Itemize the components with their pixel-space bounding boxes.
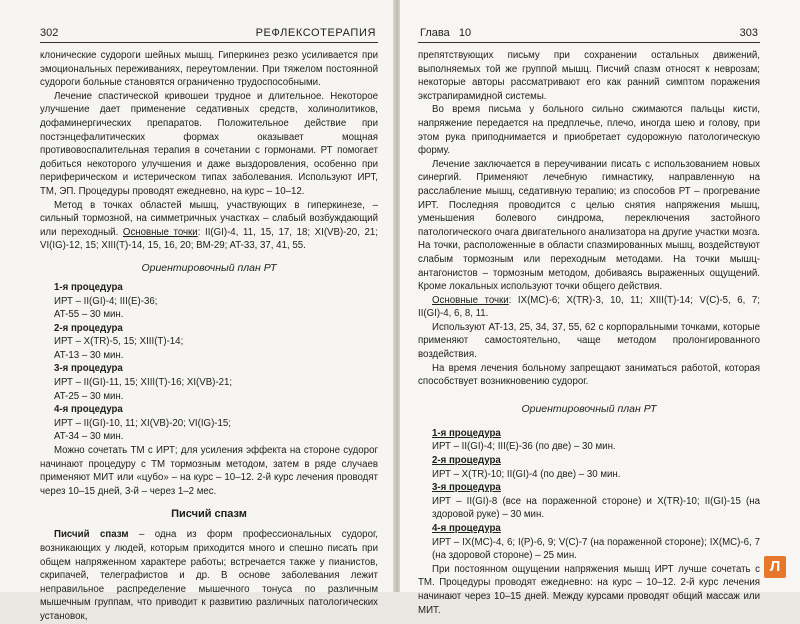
plan-heading: Ориентировочный план РТ — [141, 261, 277, 274]
text-run: : II(GI)-4, 11, 15, 17, 18; XI(VB)-20, 21; VI(IG)-12, 15; XIII(T)-14, 15, 16, 20; BM-29; AT-33, 37, 41, 55. — [40, 226, 378, 252]
procedure-title: 1-я процедура — [54, 281, 123, 293]
procedure-line: ИРТ – X(TR)-10; II(GI)-4 (по две) – 30 мин. — [432, 468, 621, 480]
paragraph: клонические судороги шейных мышц. Гиперкинез резко усиливается при эмоциональных переживаниях, переутомлении. При тяжелом постоянной судороги больные становятся ограниченно трудоспособными. — [40, 50, 378, 89]
plan-heading: Ориентировочный план РТ — [521, 402, 657, 415]
paragraph — [418, 294, 760, 321]
procedure-title: 2-я процедура — [432, 455, 501, 467]
paragraph: Можно сочетать ТМ с ИРТ; для усиления эффекта на стороне судорог начинают процедуру с ТМ тормозным методом, затем в ряде случаев применяют МИТ или «цубо» – на курс – 10–12. 2-й курс лечения проводят через 10–15 дней, 3-й – через 1–2 мес. — [40, 445, 378, 497]
main-points-label: Основные точки — [122, 226, 198, 238]
paragraph: При постоянном ощущении напряжения мышц ИРТ лучше сочетать с ТМ. Процедуры проводят ежедневно: на курс – 10–12. 2-й курс лечения начинают через 10–15 дней. Между курсами проводят общий массаж или МИТ. — [418, 563, 760, 616]
paragraph: Во время письма у больного сильно сжимаются пальцы кисти, напряжение передается на предплечье, плечо, иногда шею и голову, при этом рука приподнимается и приобретает судорожную патологическую форму. — [418, 104, 760, 157]
main-points-label: Основные точки — [432, 294, 509, 306]
chapter-label — [420, 27, 471, 39]
procedure-line: ИРТ – II(GI)-10, 11; XI(VB)-20; VI(IG)-15; — [54, 417, 231, 429]
page-number: 302 — [40, 27, 59, 39]
paragraph — [40, 528, 378, 623]
procedure-title: 3-я процедура — [432, 482, 501, 494]
procedure-line: ИРТ – II(GI)-4; III(E)-36; — [54, 295, 158, 307]
procedure-title: 2-я процедура — [54, 322, 123, 334]
paragraph — [40, 199, 378, 253]
chapter-number: 10 — [458, 27, 472, 39]
publisher-logo: Л — [764, 556, 786, 578]
term-bold: Писчий спазм — [54, 529, 129, 541]
procedure-line: ИРТ – X(TR)-5, 15; XIII(T)-14; — [54, 336, 184, 348]
text-run: Метод в точках областей мышц, участвующих в гиперкинезе, – сильный тормозной, на симметричных участках – слабый возбуждающий или переходный. — [40, 199, 378, 238]
procedure-line: ИРТ – IX(MC)-4, 6; I(P)-6, 9; V(C)-7 (на пораженной стороне); IX(MC)-6, 7 (на здоровой стороне) – 25 мин. — [432, 536, 760, 562]
paragraph: Лечение заключается в переучивании писать с использованием новых синергий. Применяют лечебную гимнастику, направленную на расслабление мышц, седативную терапию; из способов РТ – прогревание ИРТ. Последняя проводится с целью снятия напряжения мышц, уменьшения болевого синдрома, переключения застойного патологического очага двигательного анализатора на другие участки мозга. На точки, расположенные в области спазмированных мышц, воздействуют слабым тормозным или переходным методами. На точки мышц-антагонистов – тормозным методом, добиваясь выраженных ощущений. Кроме локальных используют точки общего действия. — [418, 158, 760, 293]
procedure-title: 1-я процедура — [432, 427, 501, 439]
running-header — [418, 22, 760, 43]
paragraph: Лечение спастической кривошеи трудное и длительное. Некоторое улучшение дает применение седативных средств, холинолитиков, дофаминергических препаратов. Положительное действие при постэнцефалитических формах оказывает мощная противовоспалительная терапия в сочетании с гормонами. РТ помогает добиться некоторого улучшения и даже выздоровления, особенно при периферическом и истерическом типах заболевания. Используют ИРТ, ТМ, ЭП. Процедуры проводят ежедневно, на курс – 10–12. — [40, 90, 378, 197]
procedure-line: ИРТ – II(GI)-4; III(E)-36 (по две) – 30 мин. — [432, 441, 616, 453]
chapter-word: Глава — [420, 27, 450, 39]
procedure-line: AT-13 – 30 мин. — [54, 349, 124, 361]
procedure-title: 3-я процедура — [54, 363, 123, 375]
procedure-plan — [418, 427, 760, 563]
procedure-line: AT-55 – 30 мин. — [54, 309, 124, 321]
text-run: – одна из форм профессиональных судорог, возникающих у людей, которым приходится много и спешно писать при общем напряженном характере работы; встречается также у пианистов, скрипачей, телеграфистов и др. В основе заболевания лежит неправильное распределение мышечного тонуса по различным мышечным группам, что приводит к развитию различных патологических установок, — [40, 529, 378, 622]
procedure-line: ИРТ – II(GI)-11, 15; XIII(T)-16; XI(VB)-21; — [54, 377, 233, 389]
procedure-plan — [40, 281, 378, 444]
text-run: : IX(MC)-6; X(TR)-3, 10, 11; XIII(T)-14; V(C)-5, 6, 7; II(GI)-4, 6, 8, 11. — [418, 294, 760, 320]
section-heading: Писчий спазм — [171, 508, 247, 521]
running-title: РЕФЛЕКСОТЕРАПИЯ — [255, 27, 376, 39]
paragraph: препятствующих письму при сохранении остальных движений, выполняемых той же группой мышц. Писчий спазм относят к неврозам; некоторые авторы рассматривают его как ранний симптом поражения экстрапирамидной системы. — [418, 50, 760, 102]
procedure-line: ИРТ – II(GI)-8 (все на пораженной стороне) и X(TR)-10; II(GI)-15 (на здоровой руке) – 30 мин. — [432, 495, 760, 521]
paragraph: На время лечения больному запрещают заниматься работой, которая способствует возникновению судорог. — [418, 362, 760, 388]
procedure-line: AT-25 – 30 мин. — [54, 390, 124, 402]
paragraph: Используют AT-13, 25, 34, 37, 55, 62 с корпоральными точками, которые применяют самостоятельно, чаще методом пролонгированного воздействия. — [418, 321, 760, 361]
left-page — [0, 0, 396, 622]
page-number: 303 — [739, 27, 758, 39]
right-page — [400, 0, 800, 616]
procedure-title: 4-я процедура — [54, 404, 123, 416]
procedure-title: 4-я процедура — [432, 523, 501, 534]
running-header — [40, 22, 378, 43]
procedure-line: AT-34 – 30 мин. — [54, 431, 124, 443]
